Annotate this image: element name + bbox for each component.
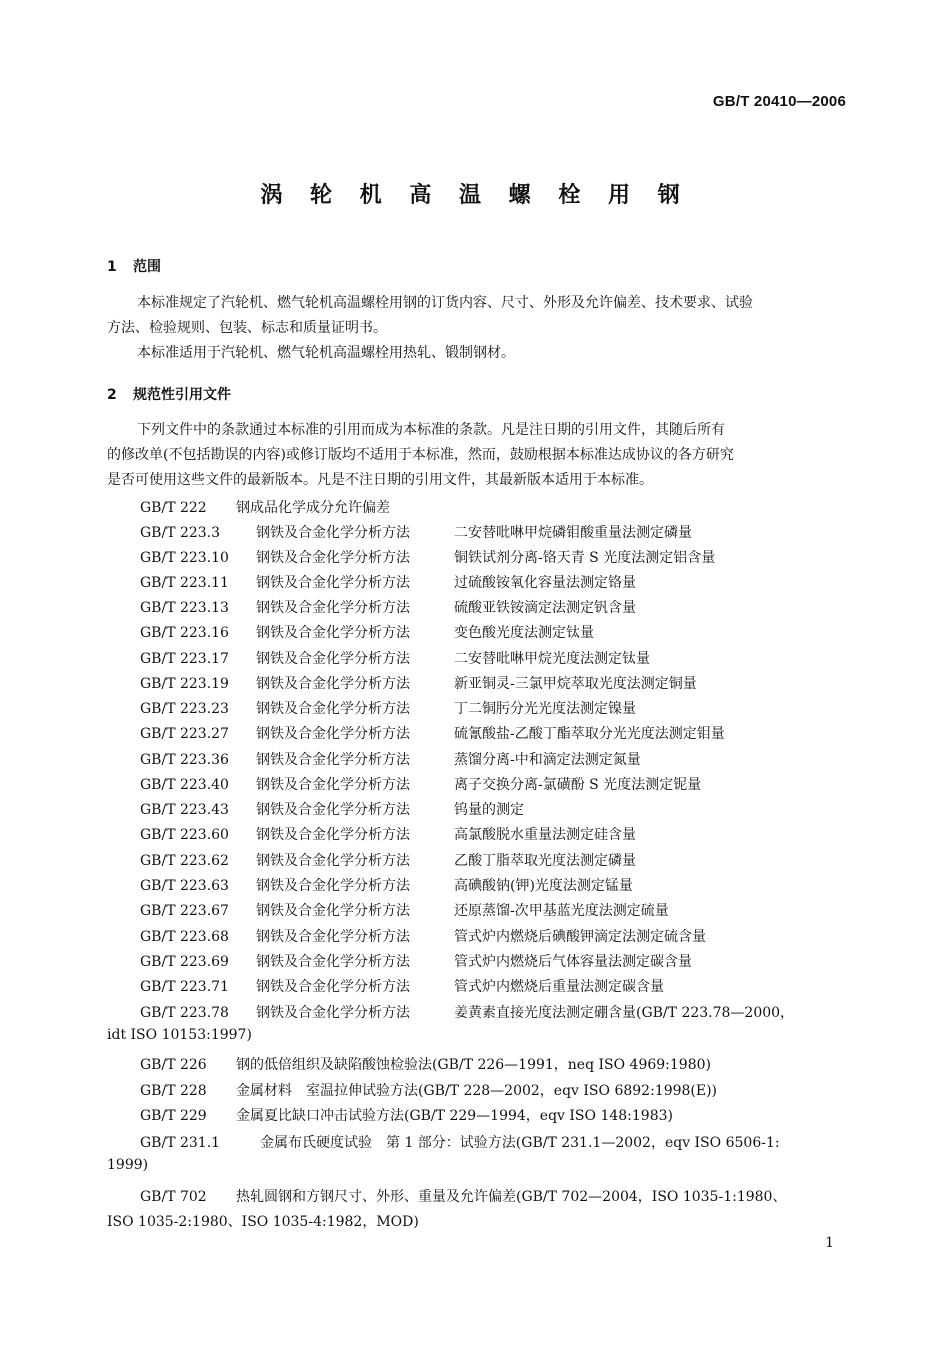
reference-name: 钢铁及合金化学分析方法 bbox=[256, 550, 410, 566]
reference-name: 钢铁及合金化学分析方法 bbox=[256, 903, 410, 919]
reference-name: 钢铁及合金化学分析方法 bbox=[256, 929, 410, 945]
paragraph-line: 本标准适用于汽轮机、燃气轮机高温螺栓用热轧、锻制钢材。 bbox=[137, 345, 515, 361]
reference-item bbox=[140, 976, 664, 996]
reference-method: 蒸馏分离-中和滴定法测定氮量 bbox=[454, 752, 641, 768]
reference-item bbox=[140, 522, 692, 542]
reference-name: 钢铁及合金化学分析方法 bbox=[256, 625, 410, 641]
reference-code: GB/T 223.17 bbox=[140, 651, 229, 667]
reference-method: 铜铁试剂分离-铬天青 S 光度法测定铝含量 bbox=[454, 550, 716, 566]
paragraph-line: 的修改单(不包括勘误的内容)或修订版均不适用于本标准，然而，鼓励根据本标准达成协议的各方研究 bbox=[107, 447, 734, 463]
reference-name: 钢成品化学成分允许偏差 bbox=[236, 500, 390, 516]
reference-item bbox=[140, 875, 633, 895]
section-number: 2 bbox=[107, 387, 117, 403]
reference-name: 钢铁及合金化学分析方法 bbox=[256, 600, 410, 616]
reference-code: GB/T 223.68 bbox=[140, 929, 229, 945]
reference-name: 钢铁及合金化学分析方法 bbox=[256, 1005, 410, 1021]
reference-method: 高氯酸脱水重量法测定硅含量 bbox=[454, 827, 636, 843]
reference-name: 钢铁及合金化学分析方法 bbox=[256, 853, 410, 869]
reference-item bbox=[140, 1186, 786, 1206]
reference-method: 硫酸亚铁铵滴定法测定钒含量 bbox=[454, 600, 636, 616]
reference-continuation: 1999) bbox=[107, 1157, 149, 1173]
reference-code: GB/T 223.23 bbox=[140, 701, 229, 717]
reference-method: 丁二铜肟分光光度法测定镍量 bbox=[454, 701, 636, 717]
paragraph-line: 是否可使用这些文件的最新版本。凡是不注日期的引用文件，其最新版本适用于本标准。 bbox=[107, 472, 653, 488]
reference-method: 二安替吡啉甲烷磷钼酸重量法测定磷量 bbox=[454, 525, 692, 541]
reference-code: GB/T 223.36 bbox=[140, 752, 229, 768]
reference-code: GB/T 223.63 bbox=[140, 878, 229, 894]
reference-code: GB/T 222 bbox=[140, 500, 207, 516]
reference-code: GB/T 226 bbox=[140, 1057, 207, 1073]
reference-item bbox=[140, 900, 669, 920]
reference-text: 热轧圆钢和方钢尺寸、外形、重量及允许偏差(GB/T 702—2004，ISO 1035-1:1980、 bbox=[236, 1189, 787, 1205]
reference-name: 钢铁及合金化学分析方法 bbox=[256, 651, 410, 667]
reference-code: GB/T 228 bbox=[140, 1083, 207, 1099]
reference-continuation: ISO 1035-2:1980、ISO 1035-4:1982，MOD) bbox=[107, 1214, 419, 1230]
reference-item bbox=[140, 698, 636, 718]
reference-code: GB/T 223.10 bbox=[140, 550, 229, 566]
reference-code: GB/T 223.40 bbox=[140, 777, 229, 793]
reference-item bbox=[140, 1105, 673, 1125]
reference-method: 离子交换分离-氯磺酚 S 光度法测定铌量 bbox=[454, 777, 702, 793]
reference-item bbox=[140, 648, 650, 668]
reference-method: 钨量的测定 bbox=[454, 802, 524, 818]
reference-item bbox=[140, 951, 692, 971]
reference-item bbox=[140, 1080, 717, 1100]
reference-code: GB/T 223.62 bbox=[140, 853, 229, 869]
reference-method: 乙酸丁脂萃取光度法测定磷量 bbox=[454, 853, 636, 869]
reference-item bbox=[140, 673, 697, 693]
reference-method: 管式炉内燃烧后重量法测定碳含量 bbox=[454, 979, 664, 995]
reference-name: 钢铁及合金化学分析方法 bbox=[256, 827, 410, 843]
reference-item bbox=[140, 926, 706, 946]
reference-method: 过硫酸铵氧化容量法测定铬量 bbox=[454, 575, 636, 591]
reference-code: GB/T 702 bbox=[140, 1189, 207, 1205]
reference-code: GB/T 223.3 bbox=[140, 525, 221, 541]
reference-code: GB/T 231.1 bbox=[140, 1135, 221, 1151]
reference-name: 钢铁及合金化学分析方法 bbox=[256, 575, 410, 591]
reference-code: GB/T 223.16 bbox=[140, 625, 229, 641]
reference-name: 钢铁及合金化学分析方法 bbox=[256, 752, 410, 768]
reference-code: GB/T 223.27 bbox=[140, 726, 229, 742]
reference-code: GB/T 223.71 bbox=[140, 979, 229, 995]
reference-item bbox=[140, 497, 390, 517]
reference-text: 钢的低倍组织及缺陷酸蚀检验法(GB/T 226—1991，neq ISO 4969:1980) bbox=[236, 1057, 711, 1073]
section-title: 规范性引用文件 bbox=[133, 387, 231, 403]
reference-code: GB/T 229 bbox=[140, 1108, 207, 1124]
reference-item bbox=[140, 1054, 711, 1074]
reference-method: 高碘酸钠(钾)光度法测定锰量 bbox=[454, 878, 633, 894]
reference-item bbox=[140, 1002, 794, 1022]
reference-item bbox=[140, 1132, 780, 1152]
reference-code: GB/T 223.60 bbox=[140, 827, 229, 843]
section-title: 范围 bbox=[133, 259, 161, 275]
reference-name: 钢铁及合金化学分析方法 bbox=[256, 777, 410, 793]
reference-text: 金属材料 室温拉伸试验方法(GB/T 228—2002，eqv ISO 6892:1998(E)) bbox=[236, 1083, 718, 1099]
reference-method: 管式炉内燃烧后碘酸钾滴定法测定硫含量 bbox=[454, 929, 706, 945]
reference-item bbox=[140, 824, 636, 844]
reference-item bbox=[140, 572, 636, 592]
reference-name: 钢铁及合金化学分析方法 bbox=[256, 802, 410, 818]
paragraph-line: 下列文件中的条款通过本标准的引用而成为本标准的条款。凡是注日期的引用文件，其随后所有 bbox=[137, 422, 725, 438]
reference-code: GB/T 223.69 bbox=[140, 954, 229, 970]
reference-code: GB/T 223.43 bbox=[140, 802, 229, 818]
reference-item bbox=[140, 850, 636, 870]
section-number: 1 bbox=[107, 259, 117, 275]
reference-method: 变色酸光度法测定钛量 bbox=[454, 625, 594, 641]
section-2-heading bbox=[107, 384, 231, 404]
reference-code: GB/T 223.13 bbox=[140, 600, 229, 616]
reference-code: GB/T 223.67 bbox=[140, 903, 229, 919]
reference-method: 还原蒸馏-次甲基蓝光度法测定硫量 bbox=[454, 903, 669, 919]
section-1-heading bbox=[107, 256, 161, 276]
reference-code: GB/T 223.78 bbox=[140, 1005, 229, 1021]
reference-method: 姜黄素直接光度法测定硼含量(GB/T 223.78—2000， bbox=[454, 1005, 795, 1021]
reference-item bbox=[140, 723, 725, 743]
reference-name: 钢铁及合金化学分析方法 bbox=[256, 878, 410, 894]
paragraph-line: 本标准规定了汽轮机、燃气轮机高温螺栓用钢的订货内容、尺寸、外形及允许偏差、技术要求、试验 bbox=[137, 295, 753, 311]
reference-method: 二安替吡啉甲烷光度法测定钛量 bbox=[454, 651, 650, 667]
reference-name: 钢铁及合金化学分析方法 bbox=[256, 954, 410, 970]
reference-continuation: idt ISO 10153:1997) bbox=[107, 1027, 252, 1043]
reference-name: 钢铁及合金化学分析方法 bbox=[256, 525, 410, 541]
section-1-body bbox=[107, 291, 851, 366]
reference-text: 金属夏比缺口冲击试验方法(GB/T 229—1994，eqv ISO 148:1983) bbox=[236, 1108, 673, 1124]
paragraph-line: 方法、检验规则、包装、标志和质量证明书。 bbox=[107, 320, 387, 336]
reference-name: 钢铁及合金化学分析方法 bbox=[256, 701, 410, 717]
reference-item bbox=[140, 622, 594, 642]
reference-item bbox=[140, 597, 636, 617]
reference-item bbox=[140, 749, 641, 769]
document-title: 涡 轮 机 高 温 螺 栓 用 钢 bbox=[260, 183, 690, 208]
reference-name: 钢铁及合金化学分析方法 bbox=[256, 726, 410, 742]
reference-name: 钢铁及合金化学分析方法 bbox=[256, 979, 410, 995]
reference-method: 硫氰酸盐-乙酸丁酯萃取分光光度法测定钼量 bbox=[454, 726, 725, 742]
standard-code: GB/T 20410—2006 bbox=[712, 93, 846, 110]
reference-item bbox=[140, 547, 715, 567]
reference-method: 新亚铜灵-三氯甲烷萃取光度法测定铜量 bbox=[454, 676, 697, 692]
section-2-body bbox=[107, 418, 851, 493]
reference-code: GB/T 223.11 bbox=[140, 575, 229, 591]
reference-item bbox=[140, 774, 701, 794]
reference-method: 管式炉内燃烧后气体容量法测定碳含量 bbox=[454, 954, 692, 970]
reference-text: 金属布氏硬度试验 第 1 部分：试验方法(GB/T 231.1—2002，eqv ISO 6506-1: bbox=[260, 1135, 780, 1151]
reference-item bbox=[140, 799, 524, 819]
page-number: 1 bbox=[825, 1235, 834, 1251]
reference-name: 钢铁及合金化学分析方法 bbox=[256, 676, 410, 692]
reference-code: GB/T 223.19 bbox=[140, 676, 229, 692]
